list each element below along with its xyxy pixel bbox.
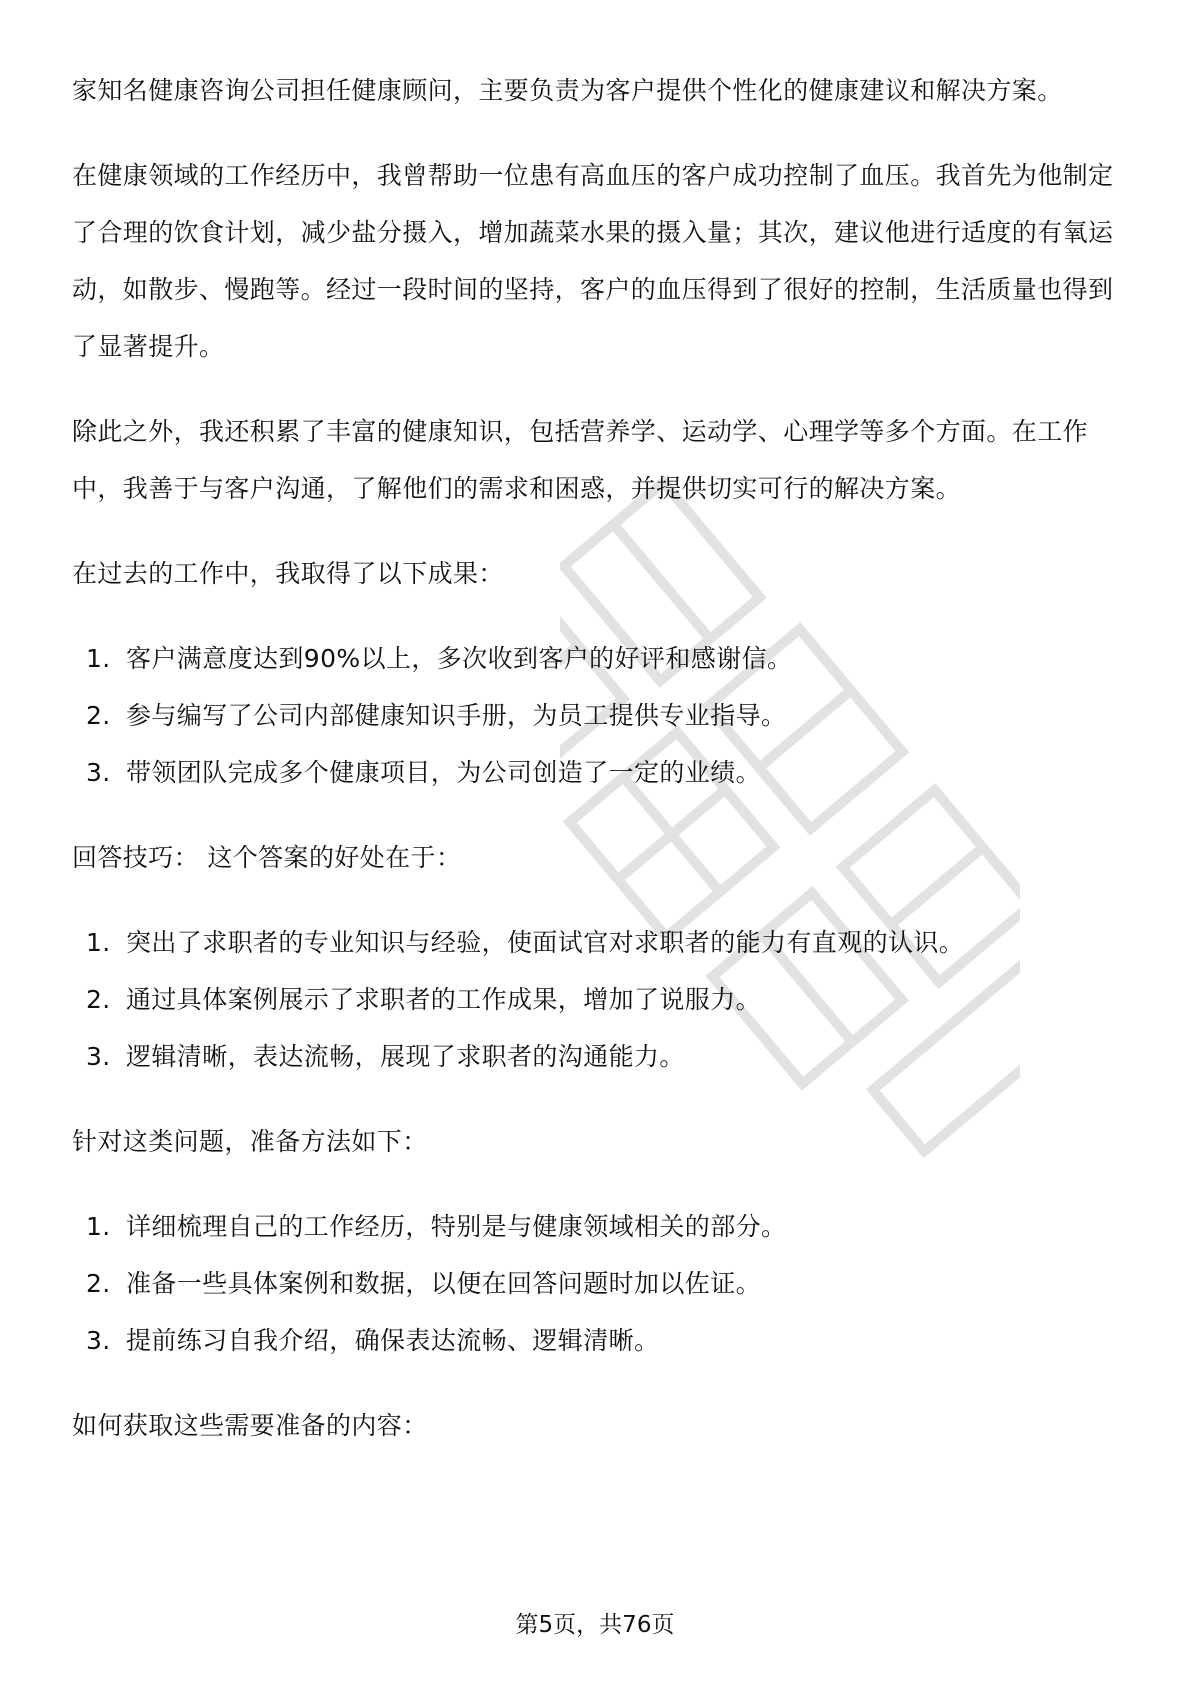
paragraph-intro: 家知名健康咨询公司担任健康顾问，主要负责为客户提供个性化的健康建议和解决方案。	[72, 76, 1063, 105]
list-number: 2.	[86, 985, 111, 1014]
list-number: 3.	[86, 1042, 111, 1071]
list-item	[72, 687, 1118, 744]
list-item-text: 逻辑清晰，表达流畅，展现了求职者的沟通能力。	[126, 1042, 685, 1071]
page-number-label: 第5页，共76页	[515, 1612, 675, 1638]
list-item-text: 客户满意度达到90%以上，多次收到客户的好评和感谢信。	[126, 644, 793, 673]
list-item	[72, 1198, 1118, 1255]
paragraph-knowledge: 除此之外，我还积累了丰富的健康知识，包括营养学、运动学、心理学等多个方面。在工作中，我善于与客户沟通，了解他们的需求和困惑，并提供切实可行的解决方案。	[72, 417, 1089, 503]
document-body	[72, 62, 1118, 1482]
list-number: 1.	[86, 644, 111, 673]
list-item-text: 通过具体案例展示了求职者的工作成果，增加了说服力。	[126, 985, 762, 1014]
list-item	[72, 971, 1118, 1028]
list-item-text: 详细梳理自己的工作经历，特别是与健康领域相关的部分。	[126, 1212, 787, 1241]
list-item	[72, 744, 1118, 801]
list-item-text: 突出了求职者的专业知识与经验，使面试官对求职者的能力有直观的认识。	[126, 928, 965, 957]
list-number: 2.	[86, 701, 111, 730]
list-item	[72, 1312, 1118, 1369]
prep-list	[72, 1198, 1118, 1369]
list-number: 3.	[86, 1326, 111, 1355]
list-number: 1.	[86, 928, 111, 957]
achievements-list	[72, 630, 1118, 801]
page-footer	[0, 1610, 1190, 1640]
list-item	[72, 914, 1118, 971]
list-item-text: 参与编写了公司内部健康知识手册，为员工提供专业指导。	[126, 701, 787, 730]
list-item-text: 带领团队完成多个健康项目，为公司创造了一定的业绩。	[126, 758, 762, 787]
list-number: 3.	[86, 758, 111, 787]
paragraph-how-to-obtain: 如何获取这些需要准备的内容：	[72, 1411, 428, 1440]
paragraph-case-story: 在健康领域的工作经历中，我曾帮助一位患有高血压的客户成功控制了血压。我首先为他制定了合理的饮食计划，减少盐分摄入，增加蔬菜水果的摄入量；其次，建议他进行适度的有氧运动，如散步、慢跑等。经过一段时间的坚持，客户的血压得到了很好的控制，生活质量也得到了显著提升。	[72, 161, 1114, 361]
list-item-text: 准备一些具体案例和数据，以便在回答问题时加以佐证。	[126, 1269, 762, 1298]
list-item	[72, 1028, 1118, 1085]
paragraph-achievements-heading: 在过去的工作中，我取得了以下成果：	[72, 559, 504, 588]
list-number: 1.	[86, 1212, 111, 1241]
list-item-text: 提前练习自我介绍，确保表达流畅、逻辑清晰。	[126, 1326, 660, 1355]
benefits-list	[72, 914, 1118, 1085]
list-item	[72, 1255, 1118, 1312]
paragraph-prep-heading: 针对这类问题，准备方法如下：	[72, 1127, 428, 1156]
list-number: 2.	[86, 1269, 111, 1298]
paragraph-answer-tips: 回答技巧： 这个答案的好处在于：	[72, 843, 462, 872]
list-item	[72, 630, 1118, 687]
